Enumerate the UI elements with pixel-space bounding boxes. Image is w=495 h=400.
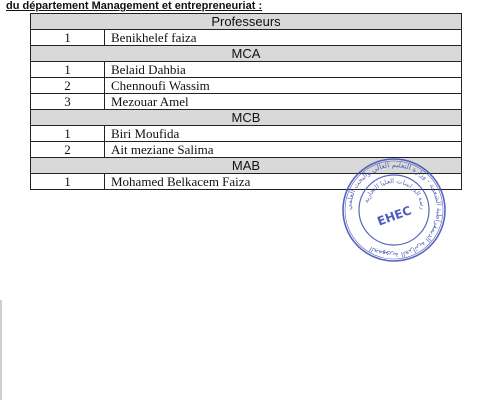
group-header-row — [31, 14, 462, 30]
table-row — [31, 30, 462, 46]
row-number: 1 — [31, 174, 105, 190]
group-title: Professeurs — [31, 14, 462, 30]
row-number: 2 — [31, 142, 105, 158]
section-heading: du département Management et entrepreneuriat : — [6, 0, 263, 12]
group-title: MCB — [31, 110, 462, 126]
row-number: 3 — [31, 94, 105, 110]
row-number: 1 — [31, 126, 105, 142]
group-header-row — [31, 46, 462, 62]
group-title: MAB — [31, 158, 462, 174]
row-name: Mezouar Amel — [105, 94, 462, 110]
official-stamp — [341, 157, 447, 263]
group-title: MCA — [31, 46, 462, 62]
row-name: Benikhelef faiza — [105, 30, 462, 46]
row-name: Mohamed Belkacem Faiza — [105, 174, 462, 190]
table-row — [31, 94, 462, 110]
stamp-center-text: EHEC — [375, 203, 414, 229]
row-name: Chennoufi Wassim — [105, 78, 462, 94]
row-name: Ait meziane Salima — [105, 142, 462, 158]
table-row — [31, 126, 462, 142]
row-number: 1 — [31, 30, 105, 46]
table-row — [31, 62, 462, 78]
row-number: 1 — [31, 62, 105, 78]
row-number: 2 — [31, 78, 105, 94]
table-row — [31, 142, 462, 158]
stamp-ring-text: الجمهورية الجزائرية الديمقراطية الشعبية - وزارة التعليم العالي والبحث العلمي — [344, 160, 444, 260]
scan-edge-shadow — [0, 300, 2, 400]
row-name: Biri Moufida — [105, 126, 462, 142]
stamp-inner-text: رسة الدراسات العليا التجارية — [362, 176, 428, 210]
group-header-row — [31, 110, 462, 126]
table-row — [31, 78, 462, 94]
row-name: Belaid Dahbia — [105, 62, 462, 78]
